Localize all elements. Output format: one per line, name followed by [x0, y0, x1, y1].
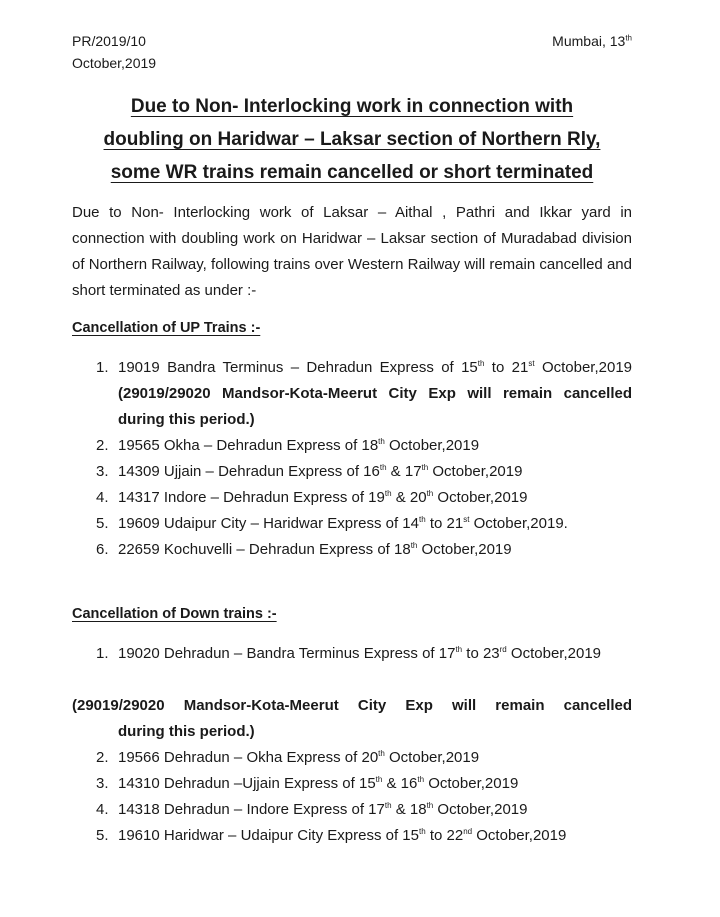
item-number: 3.	[96, 775, 109, 792]
item-number: 5.	[96, 827, 109, 844]
item-text: October,2019	[424, 775, 519, 792]
item-text: October,2019	[472, 827, 567, 844]
ordinal-suffix: rd	[499, 645, 507, 654]
item-text: October,2019	[433, 801, 528, 818]
intro-paragraph: Due to Non- Interlocking work of Laksar – Aithal , Pathri and Ikkar yard in connection with doubling work on Haridwar – Laksar section of Muradabad division of Northern Railway, following trains over Western Railway will remain cancelled and short terminated as under :-	[72, 204, 632, 299]
item-number: 2.	[96, 437, 109, 454]
ordinal-suffix: th	[426, 801, 434, 810]
ordinal-suffix: th	[375, 775, 383, 784]
item-text: 14310 Dehradun –Ujjain Express of 15	[118, 775, 376, 792]
ordinal-suffix: th	[410, 541, 418, 550]
release-place-date	[552, 30, 632, 52]
item-text: to 22	[425, 827, 464, 844]
release-title	[72, 90, 632, 189]
title-line-3: some WR trains remain cancelled or short terminated	[110, 162, 594, 183]
item-text: 14309 Ujjain – Dehradun Express of 16	[118, 463, 380, 480]
ordinal-suffix: th	[426, 489, 434, 498]
ordinal-suffix: th	[421, 463, 429, 472]
item-number: 4.	[96, 801, 109, 818]
note-line-1: (29019/29020 Mandsor-Kota-Meerut City Exp will remain cancelled	[72, 697, 632, 714]
up-trains-heading: Cancellation of UP Trains :-	[72, 320, 261, 336]
item-number: 6.	[96, 541, 109, 558]
ordinal-suffix: th	[417, 775, 425, 784]
list-item	[96, 485, 632, 511]
ordinal-suffix: th	[379, 463, 387, 472]
item-text: 19020 Dehradun – Bandra Terminus Express of 17	[118, 645, 456, 662]
list-item	[96, 537, 632, 563]
ordinal-suffix: th	[418, 515, 426, 524]
note-line-2: during this period.)	[118, 723, 255, 740]
item-text: 19610 Haridwar – Udaipur City Express of 15	[118, 827, 419, 844]
list-item	[96, 459, 632, 485]
item-text: & 18	[391, 801, 427, 818]
item-text: October,2019	[384, 437, 480, 454]
list-item	[96, 745, 632, 771]
item-text: 19565 Okha – Dehradun Express of 18	[118, 437, 379, 454]
item-text: October,2019	[534, 359, 633, 376]
item-number: 2.	[96, 749, 109, 766]
date-suffix: th	[625, 33, 632, 43]
down-trains-list-part-1	[96, 641, 632, 667]
item-text: to 21	[425, 515, 464, 532]
release-reference: PR/2019/10	[72, 33, 146, 49]
ordinal-suffix: st	[528, 359, 535, 368]
release-date-continued: October,2019	[72, 55, 157, 71]
item-number: 1.	[96, 359, 109, 376]
item-text: October,2019	[384, 749, 480, 766]
list-item	[96, 433, 632, 459]
ordinal-suffix: st	[463, 515, 470, 524]
item-text: 14318 Dehradun – Indore Express of 17	[118, 801, 385, 818]
list-item	[96, 771, 632, 797]
item-text: 19019 Bandra Terminus – Dehradun Express of 15	[118, 359, 478, 376]
ordinal-suffix: th	[378, 749, 385, 758]
item-text: 22659 Kochuvelli – Dehradun Express of 18	[118, 541, 411, 558]
item-text: & 20	[391, 489, 427, 506]
item-note-bold: (29019/29020 Mandsor-Kota-Meerut City Exp will remain cancelled during this period.)	[118, 385, 632, 428]
item-text: October,2019.	[469, 515, 568, 532]
item-text: October,2019	[417, 541, 512, 558]
item-text: to 21	[484, 359, 529, 376]
item-text: & 17	[386, 463, 422, 480]
item-number: 5.	[96, 515, 109, 532]
item-text: to 23	[462, 645, 500, 662]
title-line-1: Due to Non- Interlocking work in connection with	[130, 96, 574, 117]
down-trains-list-part-2	[96, 745, 632, 849]
item-number: 4.	[96, 489, 109, 506]
list-item	[96, 797, 632, 823]
item-text: October,2019	[433, 489, 528, 506]
item-text: 14317 Indore – Dehradun Express of 19	[118, 489, 385, 506]
ordinal-suffix: th	[477, 359, 485, 368]
ordinal-suffix: th	[384, 489, 392, 498]
ordinal-suffix: th	[378, 437, 385, 446]
item-text: & 16	[382, 775, 418, 792]
item-text: 19566 Dehradun – Okha Express of 20	[118, 749, 379, 766]
item-text: October,2019	[506, 645, 601, 662]
ordinal-suffix: nd	[463, 827, 473, 836]
ordinal-suffix: th	[384, 801, 392, 810]
down-trains-heading: Cancellation of Down trains :-	[72, 606, 277, 622]
down-trains-note	[72, 693, 632, 745]
ordinal-suffix: th	[418, 827, 426, 836]
list-item	[96, 511, 632, 537]
place-date-text: Mumbai, 13	[552, 33, 626, 49]
item-text: October,2019	[428, 463, 523, 480]
item-text: 19609 Udaipur City – Haridwar Express of 14	[118, 515, 419, 532]
title-line-2: doubling on Haridwar – Laksar section of Northern Rly,	[103, 129, 601, 150]
list-item	[96, 641, 632, 667]
list-item	[96, 355, 632, 433]
item-number: 3.	[96, 463, 109, 480]
up-trains-list	[96, 355, 632, 563]
list-item	[96, 823, 632, 849]
ordinal-suffix: th	[455, 645, 463, 654]
item-number: 1.	[96, 645, 109, 662]
